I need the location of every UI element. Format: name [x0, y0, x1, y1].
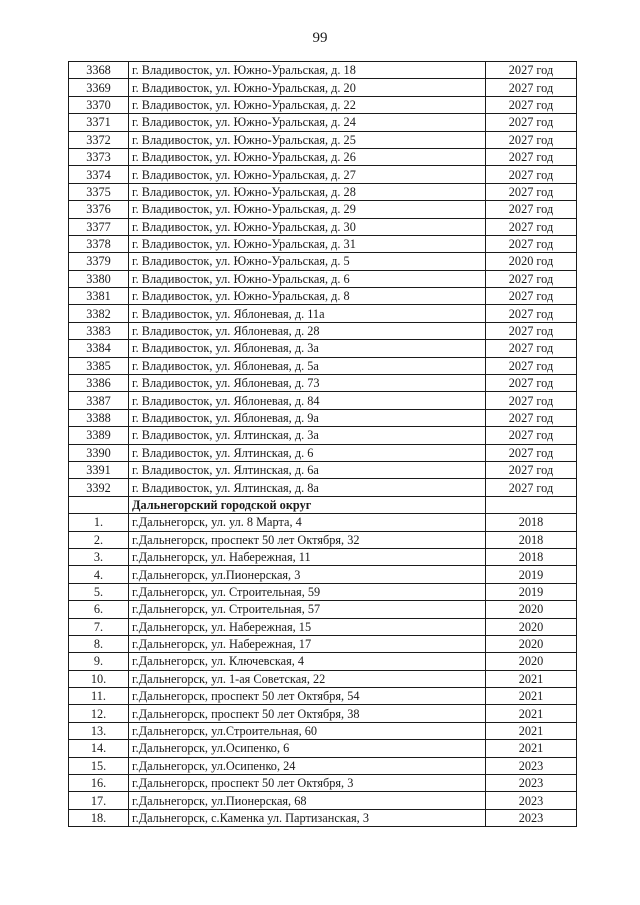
- row-number: 3387: [69, 392, 129, 409]
- row-number: 3369: [69, 79, 129, 96]
- table-row: [69, 548, 577, 565]
- table-row: [69, 235, 577, 252]
- table-row: [69, 670, 577, 687]
- row-number: 3371: [69, 114, 129, 131]
- row-address: г. Владивосток, ул. Яблоневая, д. 28: [129, 322, 486, 339]
- row-number: 13.: [69, 722, 129, 739]
- row-year: 2027 год: [486, 166, 577, 183]
- table-row: [69, 392, 577, 409]
- row-year: 2027 год: [486, 375, 577, 392]
- row-number: 9.: [69, 653, 129, 670]
- row-address: г.Дальнегорск, проспект 50 лет Октября, 38: [129, 705, 486, 722]
- table-row: [69, 114, 577, 131]
- row-year: 2027 год: [486, 357, 577, 374]
- row-year: 2021: [486, 740, 577, 757]
- row-address: г.Дальнегорск, с.Каменка ул. Партизанская, 3: [129, 809, 486, 826]
- table-row: [69, 427, 577, 444]
- table-row: [69, 461, 577, 478]
- table-row: [69, 705, 577, 722]
- table-row: [69, 601, 577, 618]
- row-number: 3385: [69, 357, 129, 374]
- row-year: 2027 год: [486, 444, 577, 461]
- row-number: 3.: [69, 548, 129, 565]
- table-row: [69, 375, 577, 392]
- row-year: 2027 год: [486, 201, 577, 218]
- row-number: 3384: [69, 340, 129, 357]
- row-year: 2021: [486, 670, 577, 687]
- row-year: 2023: [486, 757, 577, 774]
- row-address: г.Дальнегорск, ул.Пионерская, 3: [129, 566, 486, 583]
- row-address: г. Владивосток, ул. Яблоневая, д. 84: [129, 392, 486, 409]
- section-dalnegorsk: [69, 496, 577, 513]
- table-row: [69, 583, 577, 600]
- row-year: 2027 год: [486, 392, 577, 409]
- row-address: г. Владивосток, ул. Южно-Уральская, д. 6: [129, 270, 486, 287]
- row-year: 2018: [486, 531, 577, 548]
- row-year: 2027 год: [486, 305, 577, 322]
- row-year: 2018: [486, 548, 577, 565]
- table-row: [69, 305, 577, 322]
- table-row: [69, 253, 577, 270]
- row-number: 1.: [69, 514, 129, 531]
- table-row: [69, 96, 577, 113]
- row-address: г. Владивосток, ул. Яблоневая, д. 73: [129, 375, 486, 392]
- vladivostok-rows: [69, 62, 577, 497]
- row-number: 10.: [69, 670, 129, 687]
- table-row: [69, 148, 577, 165]
- row-address: г. Владивосток, ул. Ялтинская, д. 6а: [129, 461, 486, 478]
- row-address: г.Дальнегорск, ул.Пионерская, 68: [129, 792, 486, 809]
- row-year: 2020: [486, 601, 577, 618]
- row-number: 18.: [69, 809, 129, 826]
- table-row: [69, 288, 577, 305]
- row-year: 2027 год: [486, 183, 577, 200]
- row-year: 2020: [486, 635, 577, 652]
- table-row: [69, 183, 577, 200]
- row-number: 3375: [69, 183, 129, 200]
- row-number: 8.: [69, 635, 129, 652]
- row-address: г. Владивосток, ул. Южно-Уральская, д. 28: [129, 183, 486, 200]
- row-year: 2021: [486, 705, 577, 722]
- row-address: г. Владивосток, ул. Ялтинская, д. 6: [129, 444, 486, 461]
- row-year: 2027 год: [486, 62, 577, 79]
- row-address: г. Владивосток, ул. Яблоневая, д. 3а: [129, 340, 486, 357]
- dalnegorsk-rows: [69, 514, 577, 827]
- row-address: г.Дальнегорск, ул. Набережная, 11: [129, 548, 486, 565]
- row-address: г. Владивосток, ул. Южно-Уральская, д. 27: [129, 166, 486, 183]
- row-year: 2020 год: [486, 253, 577, 270]
- row-year: 2023: [486, 775, 577, 792]
- table-row: [69, 792, 577, 809]
- row-year: 2020: [486, 653, 577, 670]
- row-number: 3382: [69, 305, 129, 322]
- row-year: 2021: [486, 688, 577, 705]
- row-address: г. Владивосток, ул. Ялтинская, д. 3а: [129, 427, 486, 444]
- row-address: г.Дальнегорск, ул. ул. 8 Марта, 4: [129, 514, 486, 531]
- row-address: г. Владивосток, ул. Яблоневая, д. 9а: [129, 409, 486, 426]
- row-number: 11.: [69, 688, 129, 705]
- table-row: [69, 688, 577, 705]
- table-row: [69, 270, 577, 287]
- row-number: 3386: [69, 375, 129, 392]
- row-number: 3388: [69, 409, 129, 426]
- row-number: 6.: [69, 601, 129, 618]
- row-address: г.Дальнегорск, проспект 50 лет Октября, 32: [129, 531, 486, 548]
- table-row: [69, 514, 577, 531]
- row-address: г.Дальнегорск, проспект 50 лет Октября, 3: [129, 775, 486, 792]
- table-row: [69, 409, 577, 426]
- row-year: 2027 год: [486, 235, 577, 252]
- housing-registry-table: [68, 61, 577, 827]
- row-year: 2027 год: [486, 427, 577, 444]
- row-address: г. Владивосток, ул. Южно-Уральская, д. 8: [129, 288, 486, 305]
- row-address: г.Дальнегорск, ул. Набережная, 17: [129, 635, 486, 652]
- row-number: 7.: [69, 618, 129, 635]
- row-year: 2027 год: [486, 340, 577, 357]
- row-year: 2019: [486, 566, 577, 583]
- row-year: 2021: [486, 722, 577, 739]
- row-address: г. Владивосток, ул. Южно-Уральская, д. 18: [129, 62, 486, 79]
- row-year: 2027 год: [486, 148, 577, 165]
- row-number: 3370: [69, 96, 129, 113]
- row-number: 14.: [69, 740, 129, 757]
- row-number: 3381: [69, 288, 129, 305]
- row-address: г. Владивосток, ул. Южно-Уральская, д. 24: [129, 114, 486, 131]
- row-address: г. Владивосток, ул. Яблоневая, д. 5а: [129, 357, 486, 374]
- row-address: г.Дальнегорск, ул. Строительная, 59: [129, 583, 486, 600]
- row-address: г.Дальнегорск, ул.Строительная, 60: [129, 722, 486, 739]
- table-row: [69, 444, 577, 461]
- table-row: [69, 479, 577, 496]
- table-row: [69, 809, 577, 826]
- row-number: 3391: [69, 461, 129, 478]
- row-address: г. Владивосток, ул. Яблоневая, д. 11а: [129, 305, 486, 322]
- table-row: [69, 357, 577, 374]
- row-address: г.Дальнегорск, ул. Строительная, 57: [129, 601, 486, 618]
- table-row: [69, 201, 577, 218]
- row-year: 2027 год: [486, 79, 577, 96]
- row-year: 2027 год: [486, 131, 577, 148]
- table-row: [69, 635, 577, 652]
- table-row: [69, 653, 577, 670]
- row-year: 2027 год: [486, 96, 577, 113]
- table-row: [69, 775, 577, 792]
- row-year: 2020: [486, 618, 577, 635]
- row-address: г. Владивосток, ул. Южно-Уральская, д. 29: [129, 201, 486, 218]
- row-year: 2023: [486, 792, 577, 809]
- row-address: г. Владивосток, ул. Южно-Уральская, д. 30: [129, 218, 486, 235]
- page-number: 99: [312, 30, 328, 46]
- row-year: 2027 год: [486, 409, 577, 426]
- row-number: 3392: [69, 479, 129, 496]
- table-row: [69, 740, 577, 757]
- row-year: 2027 год: [486, 114, 577, 131]
- row-year: 2023: [486, 809, 577, 826]
- row-address: г. Владивосток, ул. Южно-Уральская, д. 25: [129, 131, 486, 148]
- table-row: [69, 566, 577, 583]
- table-row: [69, 322, 577, 339]
- row-year: 2027 год: [486, 461, 577, 478]
- row-number: 2.: [69, 531, 129, 548]
- row-number: 3377: [69, 218, 129, 235]
- row-year: 2027 год: [486, 479, 577, 496]
- section-header-row: [69, 496, 577, 513]
- row-address: г.Дальнегорск, ул.Осипенко, 24: [129, 757, 486, 774]
- table-row: [69, 618, 577, 635]
- row-number: 15.: [69, 757, 129, 774]
- row-address: г.Дальнегорск, ул. Ключевская, 4: [129, 653, 486, 670]
- row-address: г. Владивосток, ул. Ялтинская, д. 8а: [129, 479, 486, 496]
- row-number: 12.: [69, 705, 129, 722]
- row-number: 3373: [69, 148, 129, 165]
- row-number: 3368: [69, 62, 129, 79]
- row-number: 3378: [69, 235, 129, 252]
- row-number: 3376: [69, 201, 129, 218]
- row-number: 3374: [69, 166, 129, 183]
- row-address: г. Владивосток, ул. Южно-Уральская, д. 26: [129, 148, 486, 165]
- row-address: г. Владивосток, ул. Южно-Уральская, д. 5: [129, 253, 486, 270]
- row-number: 3383: [69, 322, 129, 339]
- row-year: 2027 год: [486, 270, 577, 287]
- table-row: [69, 131, 577, 148]
- table-row: [69, 79, 577, 96]
- row-year: 2027 год: [486, 288, 577, 305]
- table-row: [69, 531, 577, 548]
- row-number: 4.: [69, 566, 129, 583]
- section-num-cell: [69, 496, 129, 513]
- row-address: г. Владивосток, ул. Южно-Уральская, д. 22: [129, 96, 486, 113]
- row-address: г.Дальнегорск, ул. Набережная, 15: [129, 618, 486, 635]
- row-address: г. Владивосток, ул. Южно-Уральская, д. 20: [129, 79, 486, 96]
- row-address: г.Дальнегорск, проспект 50 лет Октября, 54: [129, 688, 486, 705]
- row-number: 5.: [69, 583, 129, 600]
- row-number: 3380: [69, 270, 129, 287]
- section-year-cell: [486, 496, 577, 513]
- row-number: 16.: [69, 775, 129, 792]
- row-number: 3372: [69, 131, 129, 148]
- row-year: 2027 год: [486, 322, 577, 339]
- row-year: 2018: [486, 514, 577, 531]
- row-address: г.Дальнегорск, ул.Осипенко, 6: [129, 740, 486, 757]
- table-row: [69, 62, 577, 79]
- row-number: 3379: [69, 253, 129, 270]
- row-number: 3389: [69, 427, 129, 444]
- row-address: г.Дальнегорск, ул. 1-ая Советская, 22: [129, 670, 486, 687]
- row-address: г. Владивосток, ул. Южно-Уральская, д. 31: [129, 235, 486, 252]
- table-row: [69, 340, 577, 357]
- row-year: 2019: [486, 583, 577, 600]
- row-year: 2027 год: [486, 218, 577, 235]
- row-number: 17.: [69, 792, 129, 809]
- row-number: 3390: [69, 444, 129, 461]
- table-row: [69, 166, 577, 183]
- table-row: [69, 757, 577, 774]
- section-title: Дальнегорский городской округ: [129, 496, 486, 513]
- table-row: [69, 218, 577, 235]
- table-row: [69, 722, 577, 739]
